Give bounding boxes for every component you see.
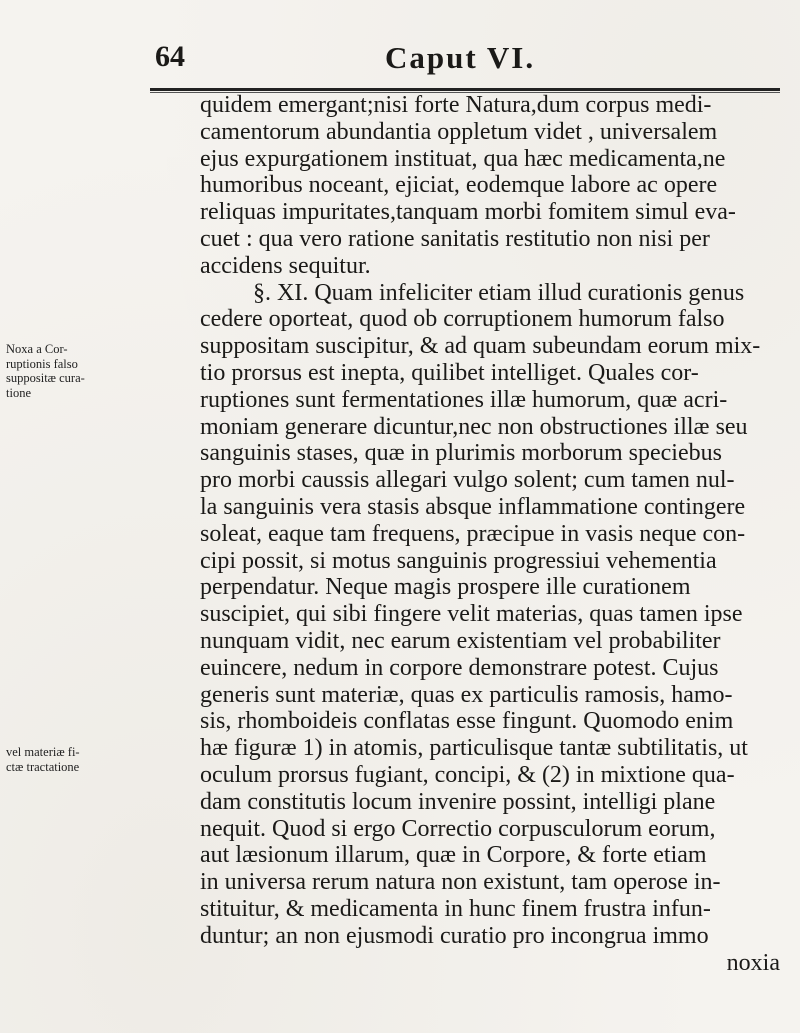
text-line: tio prorsus est inepta, quilibet intelliget. Quales cor- — [200, 359, 699, 386]
text-line: soleat, eaque tam frequens, præcipue in vasis neque con- — [200, 520, 746, 547]
text-line: camentorum abundantia oppletum videt , universalem — [200, 118, 718, 145]
section-heading-line: §. XI. Quam infeliciter etiam illud curationis genus — [253, 279, 745, 306]
catchword: noxia — [726, 949, 780, 976]
text-line: in universa rerum natura non existunt, tam operose in- — [200, 869, 721, 896]
text-line: humoribus noceant, ejiciat, eodemque labore ac opere — [200, 172, 718, 199]
text-line: oculum prorsus fugiant, concipi, & (2) in mixtione qua- — [200, 761, 735, 788]
text-line: stituitur, & medicamenta in hunc finem frustra infun- — [200, 895, 711, 922]
text-line: suscipiet, qui sibi fingere velit materias, quas tamen ipse — [200, 601, 743, 628]
text-line: quidem emergant;nisi forte Natura,dum corpus medi- — [200, 92, 712, 118]
text-line: ruptiones sunt fermentationes illæ humorum, quæ acri- — [200, 386, 728, 413]
text-line: duntur; an non ejusmodi curatio pro incongrua immo — [200, 922, 709, 949]
running-head: Caput VI. — [385, 40, 536, 75]
text-line: suppositam suscipitur, & ad quam subeundam eorum mix- — [200, 333, 761, 360]
text-line: sis, rhomboideis conflatas esse fingunt. Quomodo enim — [200, 708, 734, 735]
page-header — [155, 40, 785, 86]
text-line: perpendatur. Neque magis prospere ille curationem — [200, 574, 691, 601]
text-line: euincere, nedum in corpore demonstrare potest. Cujus — [200, 654, 719, 681]
text-line: hæ figuræ 1) in atomis, particulisque tantæ subtilitatis, ut — [200, 735, 748, 762]
text-line: moniam generare dicuntur,nec non obstructiones illæ seu — [200, 413, 748, 440]
body-text — [200, 92, 790, 976]
text-line: sanguinis stases, quæ in plurimis morborum speciebus — [200, 440, 722, 467]
text-line: reliquas impuritates,tanquam morbi fomitem simul eva- — [200, 199, 736, 226]
text-line: pro morbi caussis allegari vulgo solent; cum tamen nul- — [200, 467, 735, 494]
text-line: aut læsionum illarum, quæ in Corpore, & forte etiam — [200, 842, 707, 869]
text-line: nunquam vidit, nec earum existentiam vel probabiliter — [200, 627, 721, 654]
text-line: nequit. Quod si ergo Correctio corpusculorum eorum, — [200, 815, 716, 842]
text-line: generis sunt materiæ, quas ex particulis ramosis, hamo- — [200, 681, 733, 708]
text-line: dam constitutis locum invenire possint, intelligi plane — [200, 788, 716, 815]
text-line: cedere oporteat, quod ob corruptionem humorum falso — [200, 306, 725, 333]
text-line: la sanguinis vera stasis absque inflammatione contingere — [200, 493, 746, 520]
margin-note: vel materiæ fi- ctæ tractatione — [6, 745, 80, 774]
margin-note: Noxa a Cor- ruptionis falso suppositæ cura- tione — [6, 342, 85, 400]
text-line: cuet : qua vero ratione sanitatis restitutio non nisi per — [200, 225, 710, 252]
page-number: 64 — [155, 40, 185, 73]
text-line: cipi possit, si motus sanguinis progressiui vehementia — [200, 547, 717, 574]
text-line: ejus expurgationem instituat, qua hæc medicamenta,ne — [200, 145, 726, 172]
text-line: accidens sequitur. — [200, 252, 371, 279]
